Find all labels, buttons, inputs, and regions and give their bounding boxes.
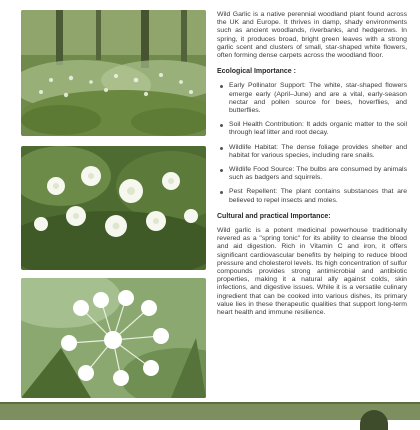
intro-paragraph: Wild Garlic is a native perennial woodland plant found across the UK and Europe. It thrives in damp, shady environments such as ancient woodlands, riverbanks, and hedgerows. In spring, it produces broad, bright green leaves with a strong garlic scent and clusters of small, star-shaped white flowers, often forming dense carpets across the woodland floor. bbox=[217, 11, 407, 60]
article-text-column bbox=[217, 11, 407, 317]
flower-cluster-photo bbox=[21, 146, 206, 270]
list-item: Wildlife Habitat: The dense foliage provides shelter and habitat for various species, including rare snails. bbox=[229, 143, 407, 159]
woodland-carpet-photo bbox=[21, 10, 206, 136]
list-item: Wildlife Food Source: The bulbs are consumed by animals such as badgers and squirrels. bbox=[229, 166, 407, 182]
ecological-heading: Ecological Importance : bbox=[217, 68, 296, 76]
footer-band bbox=[0, 404, 420, 420]
cultural-heading: Cultural and practical Importance: bbox=[217, 212, 331, 220]
ecological-list bbox=[217, 82, 407, 204]
flower-closeup-photo bbox=[21, 278, 206, 398]
cultural-paragraph: Wild garlic is a potent medicinal powerhouse traditionally revered as a "spring tonic" for its ability to cleanse the blood and aid digestion. Rich in Vitamin C and iron, it offers significant cardiovascular benefits by helping to reduce blood pressure and cholesterol levels. Its high concentration of sulfur compounds provides strong antimicrobial and antibiotic properties, making it a natural ally against colds, skin infections, and digestive issues. While it is a versatile culinary ingredient that can be cooked into various dishes, its primary value lies in these therapeutic qualities that support long-term heart health and immune resilience. bbox=[217, 227, 407, 317]
list-item: Pest Repellent: The plant contains substances that are believed to repel insects and moles. bbox=[229, 188, 407, 204]
list-item: Early Pollinator Support: The white, star-shaped flowers emerge early (April–June) and are a vital, early-season nectar and pollen source for bees, hoverflies, and butterflies. bbox=[229, 82, 407, 115]
footer-badge bbox=[360, 410, 388, 430]
list-item: Soil Health Contribution: It adds organic matter to the soil through leaf litter and root decay. bbox=[229, 121, 407, 137]
